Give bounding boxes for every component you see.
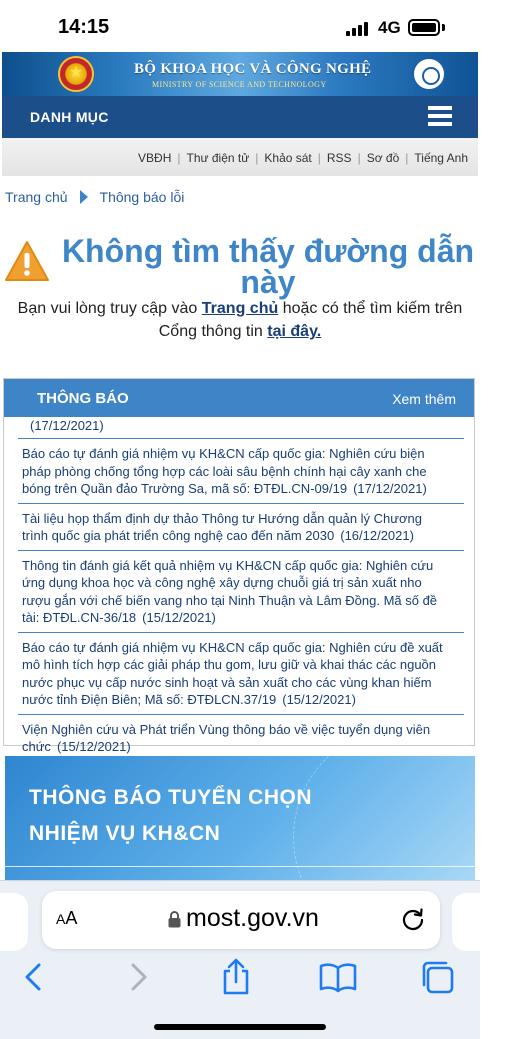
breadcrumb xyxy=(5,189,184,205)
error-message xyxy=(0,297,480,343)
text-size-button[interactable]: AA xyxy=(56,908,78,928)
status-time: 14:15 xyxy=(58,16,110,38)
promo-banner[interactable] xyxy=(5,756,475,882)
promo-line2: NHIỆM VỤ KH&CN xyxy=(29,822,221,845)
breadcrumb-current[interactable]: Thông báo lỗi xyxy=(99,189,185,205)
address-bar[interactable] xyxy=(42,891,440,949)
ministry-name-vn: BỘ KHOA HỌC VÀ CÔNG NGHỆ xyxy=(134,61,372,77)
promo-divider xyxy=(5,866,475,867)
promo-line1: THÔNG BÁO TUYỂN CHỌN xyxy=(29,786,312,809)
reload-icon[interactable] xyxy=(400,907,426,933)
url-text[interactable]: most.gov.vn xyxy=(186,904,319,932)
error-title xyxy=(56,233,480,300)
home-indicator[interactable] xyxy=(154,1024,326,1030)
search-here-link[interactable]: tại đây. xyxy=(267,323,322,340)
breadcrumb-arrow-icon xyxy=(80,190,88,204)
util-link-email[interactable]: Thư điện tử xyxy=(186,151,250,165)
error-msg-prefix: Bạn vui lòng truy cập vào xyxy=(17,300,198,317)
notice-item[interactable]: Tài liệu họp thẩm định dự thảo Thông tư Hướng dẫn quản lý Chương trình quốc gia phát triển công nghệ cao đến năm 2030 (16/12/2021) xyxy=(18,504,464,551)
utility-links: VBĐH | Thư điện tử | Khảo sát | RSS | Sơ đồ | Tiếng Anh xyxy=(132,151,474,165)
warning-icon xyxy=(4,240,50,282)
util-link-survey[interactable]: Khảo sát xyxy=(264,151,312,165)
cellular-signal-icon xyxy=(346,20,370,36)
breadcrumb-home[interactable]: Trang chủ xyxy=(5,189,68,205)
notice-date: (17/12/2021) xyxy=(18,417,464,439)
status-bar xyxy=(0,0,480,52)
menu-title[interactable]: DANH MỤC xyxy=(30,109,109,125)
menu-bar xyxy=(2,96,478,138)
previous-tab-preview[interactable] xyxy=(0,893,28,951)
hamburger-menu-icon[interactable] xyxy=(428,106,452,126)
share-icon[interactable] xyxy=(216,957,256,997)
ministry-name-en: MINISTRY OF SCIENCE AND TECHNOLOGY xyxy=(152,80,327,89)
error-title-line1: Không tìm thấy đường dẫn xyxy=(61,233,475,269)
lock-icon xyxy=(168,911,181,928)
error-msg-line2: Cổng thông tin xyxy=(158,323,263,340)
next-tab-preview[interactable] xyxy=(452,893,492,951)
notice-item[interactable]: Báo cáo tự đánh giá nhiệm vụ KH&CN cấp quốc gia: Nghiên cứu đề xuất mô hình tích hợp các giải pháp thu gom, lưu giữ và khai thác các nguồn nước phục vụ cấp nước sinh hoạt và sản xuất cho các vùng khan hiếm nước tỉnh Điện Biên; Mã số: ĐTĐLCN.37/19 (15/12/2021) xyxy=(18,633,464,715)
safari-toolbar xyxy=(0,880,480,1039)
error-msg-middle: hoặc có thể tìm kiếm trên xyxy=(282,300,463,317)
national-emblem-icon xyxy=(58,56,94,92)
ministry-logo-icon xyxy=(412,57,446,91)
back-icon[interactable] xyxy=(14,957,54,997)
forward-icon[interactable] xyxy=(118,957,158,997)
util-link-rss[interactable]: RSS xyxy=(326,151,352,165)
see-more-link[interactable]: Xem thêm xyxy=(392,391,456,407)
notice-item[interactable]: Báo cáo tự đánh giá nhiệm vụ KH&CN cấp quốc gia: Nghiên cứu biện pháp phòng chống tổng hợp các loài sâu bệnh chính hại cây xanh che bóng trên Quần đảo Trường Sa, mã số: ĐTĐL.CN-09/19 (17/12/2021) xyxy=(18,439,464,504)
network-type: 4G xyxy=(378,18,401,37)
battery-tip xyxy=(442,24,445,31)
bookmarks-icon[interactable] xyxy=(318,957,358,997)
notice-title: THÔNG BÁO xyxy=(37,390,129,407)
site-banner[interactable] xyxy=(2,52,478,96)
utility-bar xyxy=(2,138,478,176)
util-link-sitemap[interactable]: Sơ đồ xyxy=(366,151,400,165)
notice-header xyxy=(4,379,474,417)
notice-panel xyxy=(3,378,475,754)
notice-list[interactable] xyxy=(18,417,464,754)
notice-item[interactable]: Viện Nghiên cứu và Phát triển Vùng thông báo về việc tuyển dụng viên chức (15/12/2021) xyxy=(22,721,431,754)
error-title-line2: này xyxy=(240,264,296,300)
tabs-icon[interactable] xyxy=(418,957,458,997)
home-link[interactable]: Trang chủ xyxy=(201,300,279,317)
battery-icon xyxy=(408,19,440,36)
util-link-vbdh[interactable]: VBĐH xyxy=(138,151,172,165)
util-link-english[interactable]: Tiếng Anh xyxy=(414,151,468,165)
notice-item[interactable]: Thông tin đánh giá kết quả nhiệm vụ KH&CN cấp quốc gia: Nghiên cứu ứng dụng khoa học và công nghệ xây dựng chuỗi giá trị sản xuất nho rượu gắn với chế biến vang nho tại Ninh Thuận và Lâm Đồng. Mã số đề tài: ĐTĐL.CN-36/18 (15/12/2021) xyxy=(18,551,464,633)
